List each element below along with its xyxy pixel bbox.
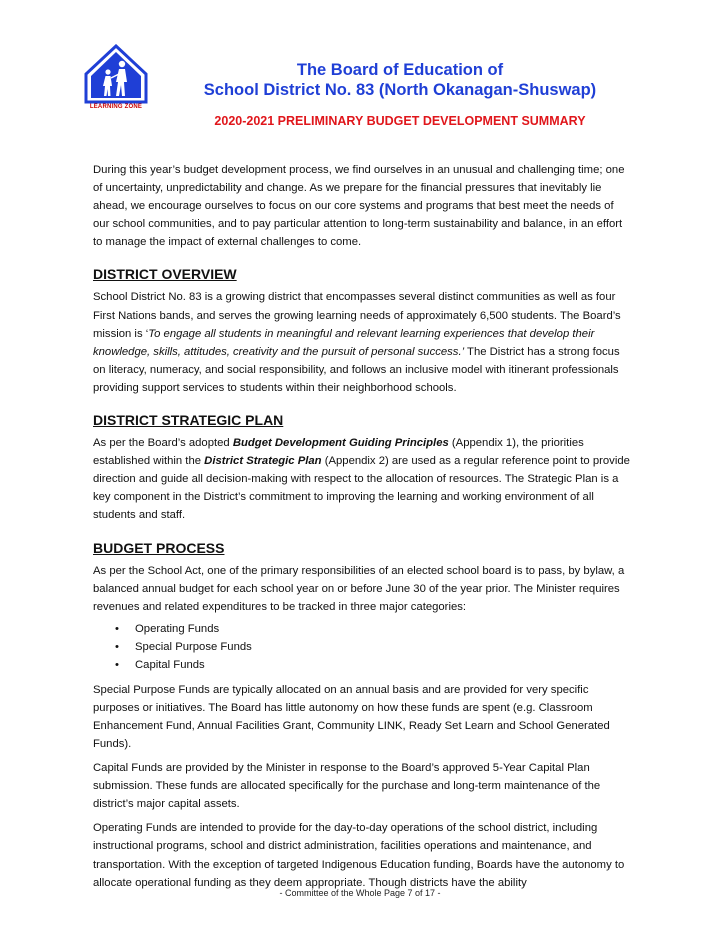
document-subtitle: 2020-2021 PRELIMINARY BUDGET DEVELOPMENT SUMMARY	[214, 114, 586, 128]
title-line-2: School District No. 83 (North Okanagan-Shuswap)	[203, 81, 597, 99]
list-item-label: Capital Funds	[135, 659, 205, 672]
list-item	[115, 620, 633, 638]
bullet-icon: •	[115, 641, 119, 654]
fund-categories-list	[93, 620, 633, 675]
strategic-heading: DISTRICT STRATEGIC PLAN	[93, 412, 284, 429]
budget-intro-paragraph: As per the School Act, one of the primary responsibilities of an elected school board is to pass, by bylaw, a balanced annual budget for each school year on or before June 30 of the year prior. The Minister requires revenues and related expenditures to be tracked in three major categories:	[93, 564, 625, 613]
bullet-icon: •	[115, 659, 119, 672]
strategic-text-b: (Appendix 1), the priorities established within the	[93, 437, 584, 468]
list-item	[115, 656, 633, 674]
budget-heading: BUDGET PROCESS	[93, 539, 225, 556]
bullet-icon: •	[115, 622, 119, 635]
learning-zone-logo	[84, 44, 148, 116]
guiding-principles-term: Budget Development Guiding Principles	[232, 437, 449, 450]
logo-caption: LEARNING ZONE	[89, 104, 143, 110]
capital-funds-paragraph: Capital Funds are provided by the Minister in response to the Board’s approved 5-Year Capital Plan submission. These funds are allocated specifically for the purchase and long-term maintenance of the district’s major capital assets.	[93, 762, 601, 811]
document-title	[150, 60, 650, 100]
strategic-text-a: As per the Board’s adopted	[93, 437, 233, 450]
list-item-label: Operating Funds	[135, 622, 220, 635]
list-item-label: Special Purpose Funds	[135, 641, 252, 654]
intro-paragraph: During this year’s budget development process, we find ourselves in an unusual and challenging time; one of uncertainty, unpredictability and change. As we prepare for the financial pressures that inevitably lie ahead, we encourage ourselves to focus on our core systems and programs that best meet the needs of our school communities, and to pay particular attention to long-term sustainability and balance, in an effort to manage the impact of external challenges to come.	[93, 164, 625, 249]
strategic-paragraph	[93, 434, 633, 524]
operating-funds-paragraph: Operating Funds are intended to provide for the day-to-day operations of the school district, including instructional programs, school and district administration, facilities operations and maintenance, and transportation. With the exception of targeted Indigenous Education funding, Boards have the autonomy to allocate operational funding as they deem appropriate. Though districts have the ability	[93, 822, 625, 889]
mission-statement: To engage all students in meaningful and relevant learning experiences that develop their knowledge, skills, attitudes, creativity and the pursuit of personal success.’	[93, 327, 595, 358]
list-item	[115, 638, 633, 656]
strategic-plan-term: District Strategic Plan	[204, 455, 322, 468]
overview-text-b: The District has a strong focus on literacy, numeracy, and social responsibility, and follows an inclusive model with itinerant professionals providing support services to students within their neighborhood schools.	[93, 345, 620, 394]
document-body	[93, 161, 633, 898]
page-footer: - Committee of the Whole Page 7 of 17 -	[279, 888, 441, 898]
overview-text-a: School District No. 83 is a growing district that encompasses several distinct communities as well as four First Nations bands, and serves the growing learning needs of approximately 6,500 students. The Board’s mission is ‘	[93, 291, 621, 340]
special-purpose-paragraph: Special Purpose Funds are typically allocated on an annual basis and are provided for very specific purposes or initiatives. The Board has little autonomy on how these funds are spent (e.g. Classroom Enhancement Fund, Annual Facilities Grant, Community LINK, Ready Set Learn and School Generated Funds).	[93, 683, 610, 750]
strategic-text-c: (Appendix 2) are used as a regular reference point to provide direction and guide all decision-making with respect to the allocation of resources. The Strategic Plan is a key component in the District’s commitment to improving the learning and working environment of all students and staff.	[93, 455, 630, 522]
title-line-1: The Board of Education of	[296, 61, 504, 79]
overview-heading: DISTRICT OVERVIEW	[93, 266, 237, 283]
school-crossing-icon	[84, 44, 148, 104]
overview-paragraph	[93, 288, 633, 397]
